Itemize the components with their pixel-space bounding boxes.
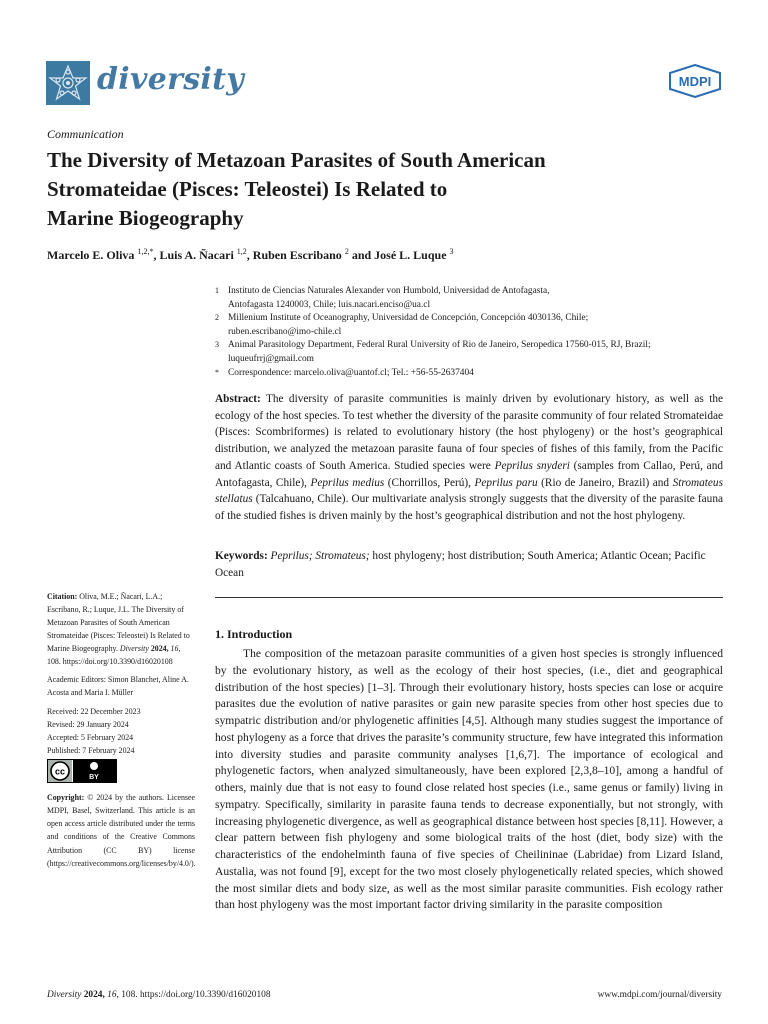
author-name[interactable]: José L. Luque — [374, 248, 447, 262]
keywords — [215, 548, 723, 581]
abstract-text: (Chorrillos, Perú), — [384, 476, 475, 489]
sidebar-metadata — [47, 590, 195, 874]
journal-name: diversity — [97, 62, 244, 97]
title-line-3: Marine Biogeography — [47, 206, 244, 230]
author-conjunction: and — [351, 248, 372, 262]
citation-text: Oliva, M.E.; Ñacari, L.A.; Escribano, R.; Luque, J.L. The Diversity of Metazoan Parasites of South American Stromateidae (Pisces: Teleostei) Is Related to Marine Biogeography. — [47, 592, 190, 654]
date-accepted: Accepted: 5 February 2024 — [47, 732, 134, 742]
citation-volume: 16 — [170, 644, 179, 654]
affiliation-item — [215, 285, 725, 312]
affiliation-item — [215, 312, 725, 339]
author-affiliation-marker: 2 — [344, 247, 349, 256]
citation-label: Citation: — [47, 592, 78, 601]
date-published: Published: 7 February 2024 — [47, 746, 135, 756]
footer-doi-link[interactable]: , 108. https://doi.org/10.3390/d16020108 — [116, 990, 271, 1000]
abstract-text: (Talcahuano, Chile). Our multivariate analysis strongly suggests that the diversity of the parasite fauna of the studied fishes is driven mainly by the host’s geographical distribution and not the host phylogeny. — [215, 493, 723, 522]
citation-journal: Diversity — [119, 644, 149, 654]
footer-volume: 16 — [107, 990, 117, 1000]
author-name[interactable]: Marcelo E. Oliva — [47, 248, 135, 262]
author-affiliation-marker: 1,2,* — [137, 247, 154, 256]
author-name[interactable]: Luis A. Ñacari — [159, 248, 234, 262]
correspondence-marker: * — [215, 367, 219, 377]
citation-year: 2024, — [148, 644, 171, 654]
footer-year: 2024, — [81, 990, 108, 1000]
introduction-paragraph: The composition of the metazoan parasite communities of a given host species is strongly influenced by the evolutionary history, as well as the ecology of their host species, (i.e., diet and geographical distribution of the host species) [1–3]. Through their evolutionary history, hosts species can lose or acquire parasites due the evolution of native parasites or gain new parasite species from other host species due to sympatric distribution and/or phylogenetic affinities [4,5]. Although many studies suggest the importance of host phylogeny as a force that drives the parasite’s community structure, few have integrated this information into diversity studies and parasite community analyses [1,6,7]. The importance of ecological and phylogenetic factors, when analyzed simultaneously, have been explored [2,3,8–10], among a handful of others, mainly due that is not easy to found close related host species (i.e., same genus or family) living in sympatry. Specifically, similarity in parasite fauna tends to decrease exponentially, but not strongly, with increasing phylogenetic divergence, as well as geographical distance between host species [8,11]. However, a clear pattern between fish phylogeny and some biological traits of the host (diet, body size) with the characteristics of the endohelminth fauna of five species of Cheilininae (Labridae) from Lizard Island, Austalia, was not found [9], except for the two most closely phylogenetically related species, which showed the most similar diets and body size, as well as the most similar parasite communities. Fish ecology rather than host phylogeny was the most important factor driving similarity in the parasite composition — [215, 647, 723, 912]
author-list: Marcelo E. Oliva $^{1,2,*}$, Luis A. Ñacari $^{1,2}$, Ruben Escribano $^2$ and José L. Luque $^3$ — [47, 247, 454, 262]
citation-doi-link[interactable]: , 108. https://doi.org/10.3390/d16020108 — [47, 644, 181, 667]
species-name: Peprilus paru — [474, 476, 538, 489]
copyright-label: Copyright: — [47, 793, 85, 803]
affiliation-number: 3 — [215, 340, 219, 350]
section-divider — [215, 597, 723, 598]
cc-label: cc — [54, 766, 66, 777]
footer-journal-url[interactable]: www.mdpi.com/journal/diversity — [597, 990, 722, 1000]
correspondence — [215, 367, 725, 381]
keywords-label: Keywords: — [215, 550, 268, 562]
date-received: Received: 22 December 2023 — [47, 706, 141, 716]
mdpi-label: MDPI — [678, 74, 712, 89]
title-line-2: Stromateidae (Pisces: Teleostei) Is Related to — [47, 177, 448, 201]
abstract-text: (Rio de Janeiro, Brazil) and — [537, 476, 673, 489]
affiliation-number: 1 — [215, 286, 219, 295]
species-name: Peprilus medius — [310, 476, 385, 489]
article-title — [47, 146, 687, 233]
copyright-text: © 2024 by the authors. Licensee MDPI, Basel, Switzerland. This article is an open access article distributed under the terms and conditions of the Creative Commons Attribution (CC BY) license (https://creativecommons.org/licenses/by/4.0/). — [47, 793, 196, 868]
abstract-label: Abstract: — [215, 393, 261, 405]
abstract-text: (samples from Callao, Perú, and Antofagasta, Chile), — [215, 459, 723, 489]
correspondence-line: Correspondence: marcelo.oliva@uantof.cl; Tel.: +56-55-2637404 — [228, 367, 474, 378]
title-line-1: The Diversity of Metazoan Parasites of South American — [47, 148, 546, 172]
author-affiliation-marker: 3 — [449, 247, 454, 256]
diversity-logo-icon — [46, 61, 90, 105]
author-name[interactable]: Ruben Escribano — [252, 248, 342, 262]
abstract — [215, 391, 723, 525]
author-affiliation-marker: 1,2 — [236, 247, 247, 256]
affiliation-item — [215, 339, 725, 366]
article-type: Communication — [47, 127, 124, 141]
affiliations — [215, 285, 725, 380]
citation — [47, 590, 195, 669]
article-dates — [47, 705, 195, 757]
cc-by-license-icon[interactable] — [47, 759, 117, 783]
by-label: BY — [89, 774, 99, 782]
date-revised: Revised: 29 January 2024 — [47, 719, 129, 729]
keywords-italic: Peprilus; Stromateus; — [270, 550, 370, 562]
affiliation-line: Instituto de Ciencias Naturales Alexander von Humbold, Universidad de Antofagasta, — [228, 286, 550, 296]
affiliation-line: Animal Parasitology Department, Federal Rural University of Rio de Janeiro, Seropedica 17560-015, RJ, Brazil; — [228, 340, 651, 351]
affiliation-line: Antofagasta 1240003, Chile; luis.nacari.enciso@ua.cl — [228, 299, 431, 310]
footer-journal: Diversity — [47, 990, 82, 1000]
affiliation-line: Millenium Institute of Oceanography, Universidad de Concepción, Concepción 4030136, Chile; — [228, 313, 589, 324]
affiliation-number: 2 — [215, 313, 219, 323]
abstract-text: The diversity of parasite communities is mainly driven by evolutionary history, as well as the ecology of the host species. To test whether the diversity of the parasite community of four related Stromateidae (Pisces: Scombriformes) is related to evolutionary history (the host phylogeny) or the host’s geographical distribution, we analyzed the metazoan parasite fauna of four species of fishes of this family, from the Pacific and Atlantic coasts of South America. Studied species were — [215, 393, 723, 472]
species-name: Peprilus snyderi — [494, 459, 570, 472]
affiliation-line: ruben.escribano@imo-chile.cl — [228, 326, 342, 337]
mdpi-logo-icon — [668, 64, 722, 98]
footer-citation — [47, 990, 271, 1000]
academic-editors: Academic Editors: Simon Blanchet, Aline A. Acosta and Maria I. Müller — [47, 674, 189, 697]
affiliation-line: luqueufrrj@gmail.com — [228, 353, 314, 364]
keywords-text: host phylogeny; host distribution; South America; Atlantic Ocean; Pacific Ocean — [215, 550, 706, 579]
species-name: Stromateus stellatus — [215, 476, 723, 506]
copyright-notice — [47, 791, 195, 870]
section-heading-introduction: 1. Introduction — [215, 627, 293, 641]
